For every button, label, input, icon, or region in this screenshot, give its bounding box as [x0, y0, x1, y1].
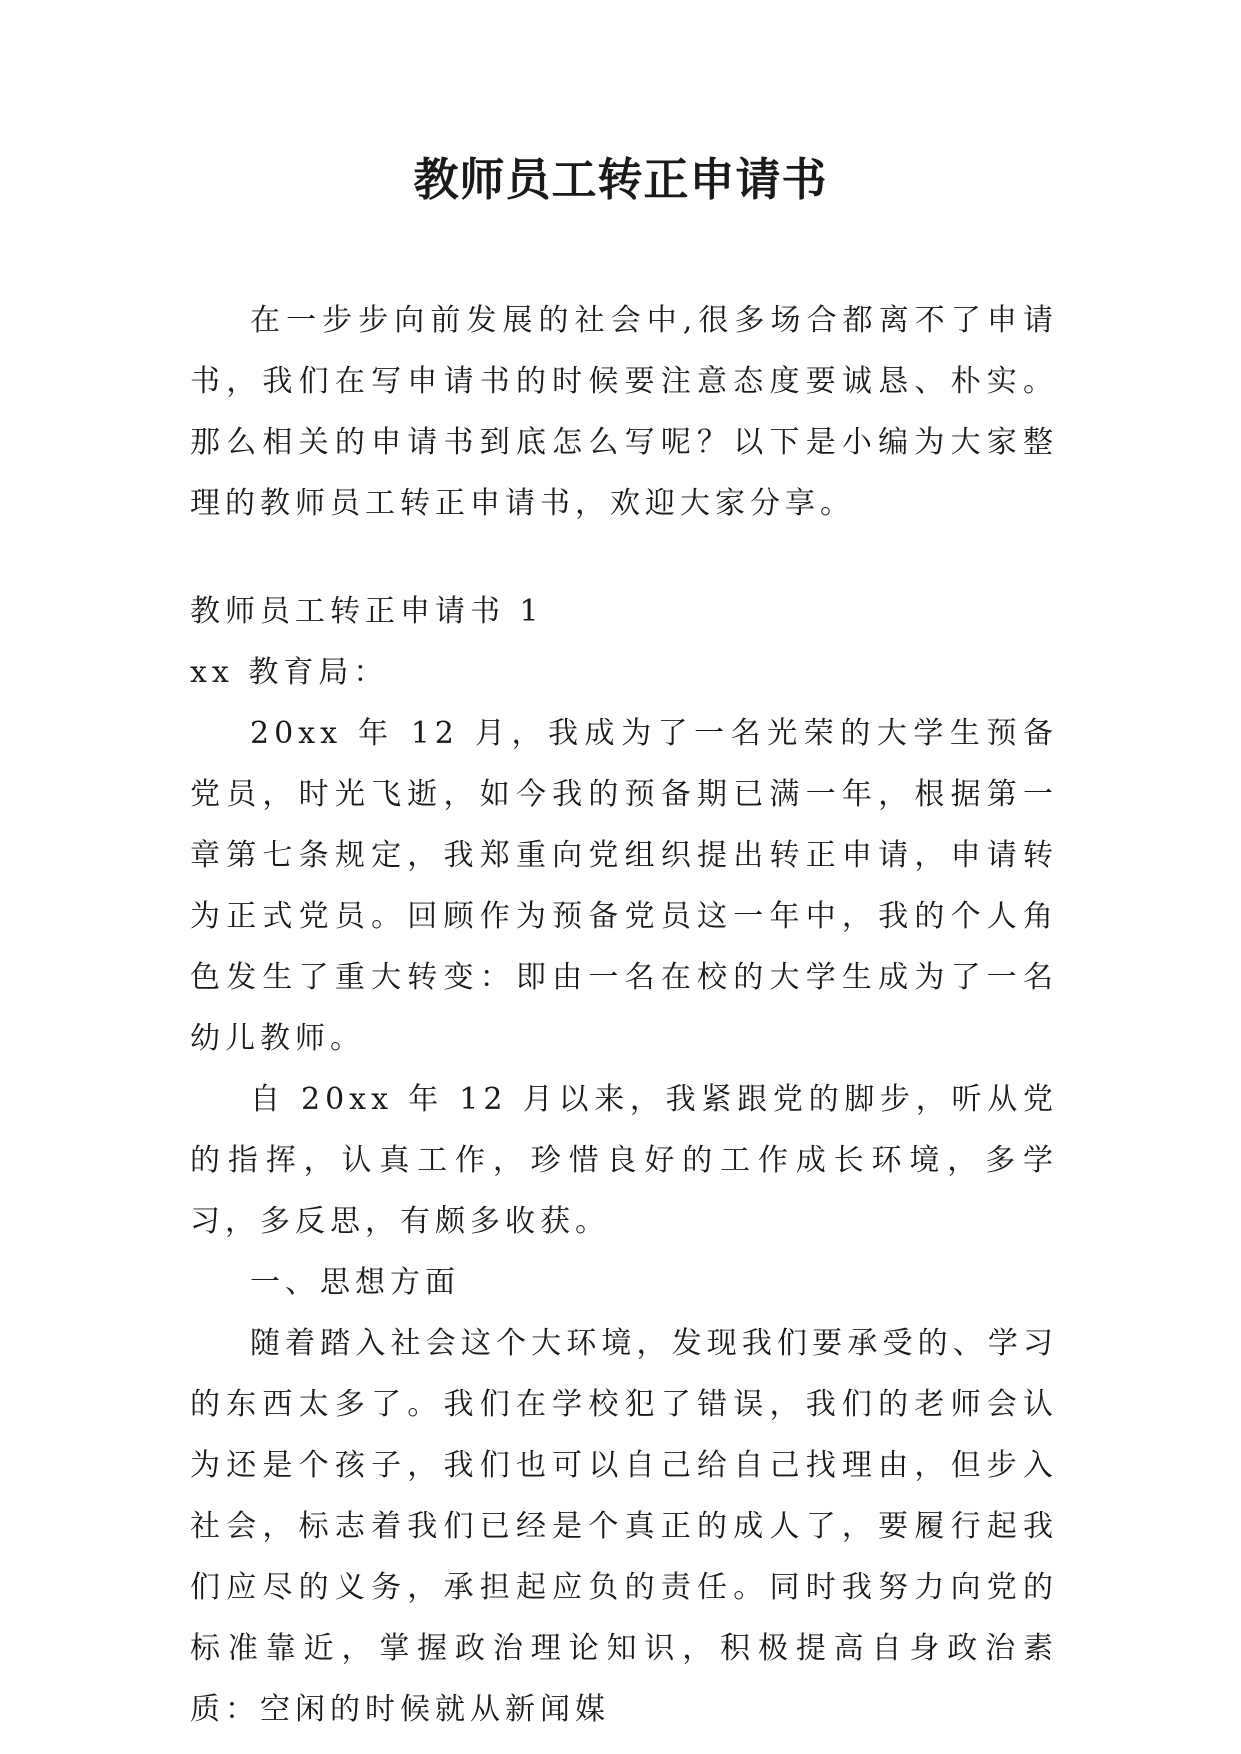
document-title: 教师员工转正申请书	[413, 153, 828, 206]
body-paragraph: 自 20xx 年 12 月以来，我紧跟党的脚步，听从党的指挥，认真工作，珍惜良好的工作成长环境，多学习，多反思，有颇多收获。	[190, 1082, 1058, 1239]
paragraph-spacer	[190, 534, 1058, 581]
intro-paragraph: 在一步步向前发展的社会中,很多场合都离不了申请书，我们在写申请书的时候要注意态度要诚恳、朴实。那么相关的申请书到底怎么写呢？以下是小编为大家整理的教师员工转正申请书，欢迎大家分享。	[190, 303, 1058, 521]
body-paragraph: 20xx 年 12 月，我成为了一名光荣的大学生预备党员，时光飞逝，如今我的预备期已满一年，根据第一章第七条规定，我郑重向党组织提出转正申请，申请转为正式党员。回顾作为预备党员这一年中，我的个人角色发生了重大转变：即由一名在校的大学生成为了一名幼儿教师。	[190, 716, 1058, 1056]
salutation: xx 教育局：	[190, 655, 389, 690]
document-body	[190, 290, 1058, 1740]
section-heading: 教师员工转正申请书 1	[190, 594, 544, 629]
subsection-heading: 一、思想方面	[250, 1265, 460, 1300]
body-paragraph: 随着踏入社会这个大环境，发现我们要承受的、学习的东西太多了。我们在学校犯了错误，我们的老师会认为还是个孩子，我们也可以自己给自己找理由，但步入社会，标志着我们已经是个真正的成人了，要履行起我们应尽的义务，承担起应负的责任。同时我努力向党的标准靠近，掌握政治理论知识，积极提高自身政治素质：空闲的时候就从新闻媒	[190, 1326, 1058, 1727]
